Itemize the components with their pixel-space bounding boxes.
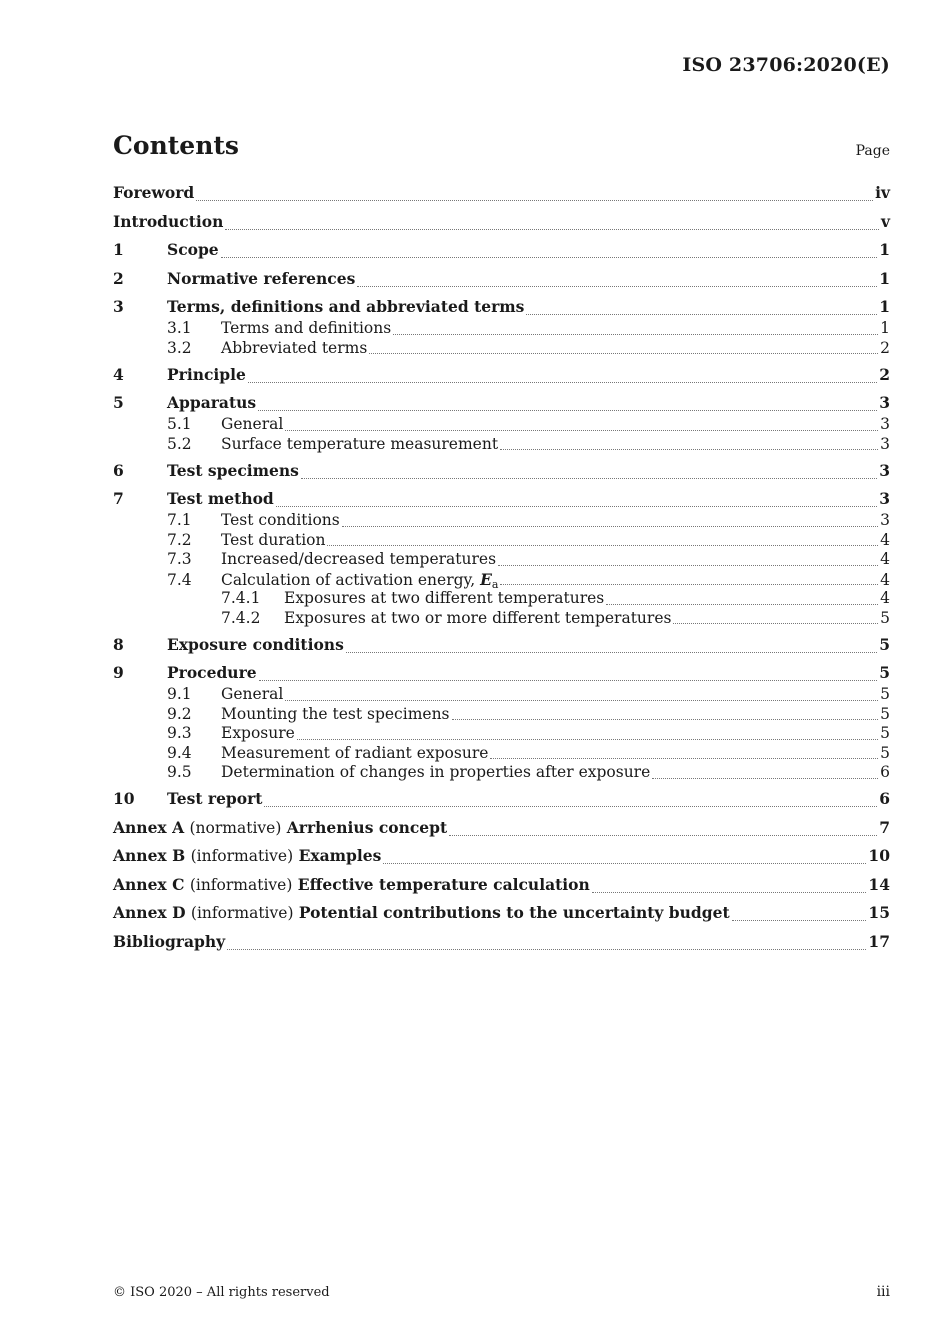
toc-entry-annex-a[interactable]: Annex A (normative) Arrhenius concept 7: [113, 817, 890, 837]
toc-subentry[interactable]: 9.2 Mounting the test specimens 5: [167, 704, 890, 723]
toc-entry-bibliography[interactable]: Bibliography 17: [113, 931, 890, 951]
toc-entry-annex-d[interactable]: Annex D (informative) Potential contributions to the uncertainty budget 15: [113, 903, 890, 922]
toc-subentry[interactable]: 7.1 Test conditions 3: [167, 511, 890, 529]
toc-entry-introduction[interactable]: Introduction v: [113, 211, 890, 231]
toc-subentry[interactable]: 5.1 General 3: [167, 415, 890, 433]
toc-subentry[interactable]: 9.5 Determination of changes in properties after exposure 6: [167, 763, 890, 781]
toc-entry-foreword[interactable]: Foreword iv: [113, 183, 890, 202]
page-column-label: Page: [855, 143, 890, 159]
toc-entry[interactable]: 1 Scope 1: [113, 240, 890, 259]
toc-entry-annex-b[interactable]: Annex B (informative) Examples 10: [113, 846, 890, 865]
toc-entry[interactable]: 4 Principle 2: [113, 364, 890, 384]
toc-subentry[interactable]: 7.4.2 Exposures at two or more different temperatures 5: [221, 608, 890, 627]
toc-subentry[interactable]: 7.4 Calculation of activation energy, Ea 4: [167, 569, 890, 591]
toc-entry[interactable]: 6 Test specimens 3: [113, 460, 890, 480]
activation-energy-symbol: E: [480, 569, 492, 589]
toc-subentry[interactable]: 9.4 Measurement of radiant exposure 5: [167, 743, 890, 762]
toc-entry[interactable]: 7 Test method 3: [113, 489, 890, 508]
toc-subentry[interactable]: 5.2 Surface temperature measurement 3: [167, 434, 890, 453]
toc-subentry[interactable]: 7.4.1 Exposures at two different temperatures 4: [221, 589, 890, 607]
toc-subentry[interactable]: 3.1 Terms and definitions 1: [167, 319, 890, 337]
page-number: iii: [876, 1284, 890, 1300]
toc-subentry[interactable]: 9.3 Exposure 5: [167, 724, 890, 742]
page-title: Contents: [113, 131, 240, 160]
toc-entry[interactable]: 10 Test report 6: [113, 789, 890, 808]
toc-entry[interactable]: 8 Exposure conditions 5: [113, 634, 890, 654]
toc-entry[interactable]: 2 Normative references 1: [113, 268, 890, 288]
toc-entry-annex-c[interactable]: Annex C (informative) Effective temperature calculation 14: [113, 874, 890, 894]
toc-subentry[interactable]: 9.1 General 5: [167, 685, 890, 703]
toc-entry[interactable]: 5 Apparatus 3: [113, 393, 890, 412]
toc-entry[interactable]: 3 Terms, definitions and abbreviated terms 1: [113, 297, 890, 316]
toc-subentry[interactable]: 7.2 Test duration 4: [167, 530, 890, 549]
toc-subentry[interactable]: 7.3 Increased/decreased temperatures 4: [167, 550, 890, 568]
toc-entry[interactable]: 9 Procedure 5: [113, 663, 890, 682]
toc-subentry[interactable]: 3.2 Abbreviated terms 2: [167, 338, 890, 357]
table-of-contents: [113, 183, 890, 954]
document-id: ISO 23706:2020(E): [682, 54, 890, 76]
copyright-notice: © ISO 2020 – All rights reserved: [113, 1285, 330, 1300]
